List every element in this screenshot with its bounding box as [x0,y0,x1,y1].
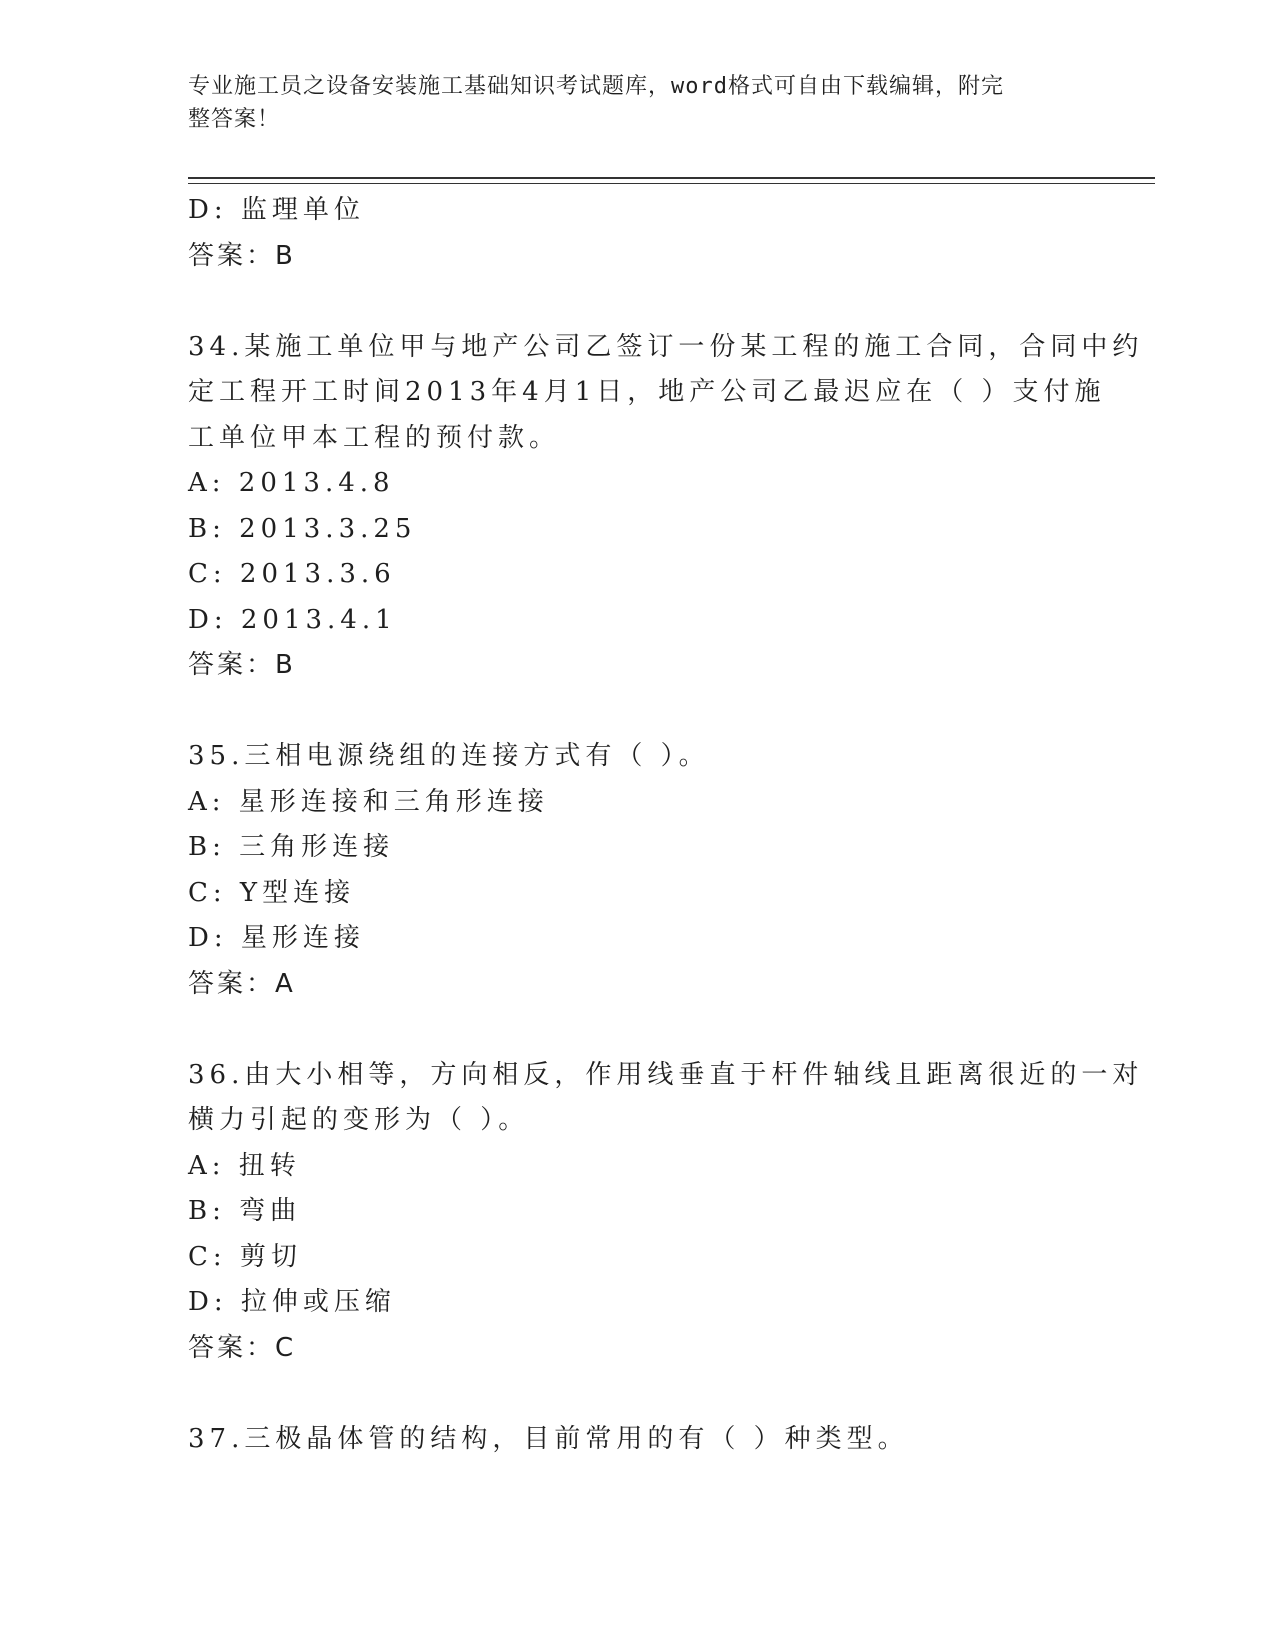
text-line: A: 2013.4.8 [188,468,395,498]
header-rule-thin [188,183,1155,184]
question-text: 36.由大小相等，方向相反，作用线垂直于杆件轴线且距离很近的一对 [188,1059,1144,1090]
text-line: D: 拉伸或压缩 [188,1287,396,1317]
question-text: 35.三相电源绕组的连接方式有（ ）。 [188,741,710,771]
text-line: A: 星形连接和三角形连接 [188,786,549,817]
question-block [188,325,1144,735]
header-rule-thick [188,177,1155,179]
text-line: B: 弯曲 [188,1196,302,1226]
text-line: A: 扭转 [188,1150,301,1181]
text-line: C: 2013.3.6 [188,559,396,589]
block-spacer [188,1007,1088,1053]
text-line: C: 剪切 [188,1241,302,1272]
text-line: D: 2013.4.1 [188,604,397,635]
question-block [188,734,1088,1053]
text-line: D: 监理单位 [188,195,365,225]
question-text: 37.三极晶体管的结构，目前常用的有（ ）种类型。 [188,1423,909,1454]
block-spacer [188,1371,1088,1417]
question-block [188,1417,1088,1463]
page-header [188,70,1068,136]
header-line-1: 专业施工员之设备安装施工基础知识考试题库，word格式可自由下载编辑，附完 [188,74,1004,99]
header-line-2: 整答案！ [188,107,281,132]
text-line: 工单位甲本工程的预付款。 [188,422,561,453]
question-content [188,188,1144,1462]
answer-line: 答案：C [188,1332,297,1363]
question-block [188,188,1088,325]
block-spacer [188,689,1088,735]
question-text: 34.某施工单位甲与地产公司乙签订一份某工程的施工合同，合同中约 [188,331,1144,362]
answer-line: 答案：B [188,650,296,680]
question-block [188,1053,1144,1417]
text-line: 横力引起的变形为（ ）。 [188,1105,530,1135]
text-line: D: 星形连接 [188,923,365,953]
answer-line: 答案：B [188,240,296,271]
answer-line: 答案：A [188,968,296,999]
text-line: B: 三角形连接 [188,832,395,862]
text-line: 定工程开工时间2013年4月1日，地产公司乙最迟应在（ ）支付施 [188,377,1106,407]
text-line: C: Y型连接 [188,877,356,908]
text-line: B: 2013.3.25 [188,513,417,544]
block-spacer [188,279,1088,325]
